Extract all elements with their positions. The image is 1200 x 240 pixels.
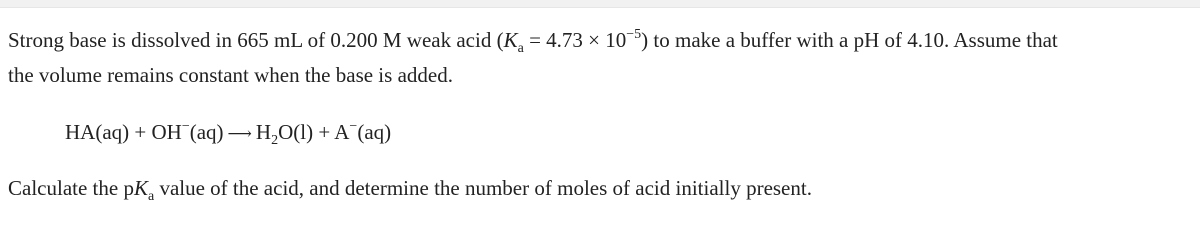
equation-lhs: HA(aq) + OH: [65, 120, 182, 144]
intro-text-2: = 4.73 × 10: [523, 28, 627, 52]
question-text-2: value of the acid, and determine the number of moles of acid initially present.: [154, 176, 812, 200]
water-subscript: 2: [271, 133, 279, 148]
pka-symbol: K: [133, 176, 148, 200]
conjugate-base-charge: −: [349, 119, 358, 134]
top-divider: [0, 0, 1200, 8]
problem-question: [8, 171, 1196, 206]
ka-symbol: K: [503, 28, 518, 52]
reaction-equation: [65, 115, 1200, 151]
hydroxide-charge: −: [181, 119, 190, 134]
problem-intro-line-1: [8, 23, 1196, 58]
question-text-1: Calculate the p: [8, 176, 134, 200]
ka-exponent: −5: [626, 27, 642, 42]
reaction-arrow-icon: ⟶: [227, 124, 252, 143]
equation-lhs-phase: (aq): [189, 120, 224, 144]
intro-text-3: ) to make a buffer with a pH of 4.10. Assume that: [641, 28, 1058, 52]
water-h: H: [255, 120, 272, 144]
intro-text-1: Strong base is dissolved in 665 mL of 0.200 M weak acid (: [8, 28, 504, 52]
equation-rhs-phase: (aq): [357, 120, 392, 144]
equation-rhs: O(l) + A: [278, 120, 350, 144]
problem-intro-line-2: the volume remains constant when the base is added.: [8, 63, 453, 87]
pka-subscript: a: [147, 189, 155, 204]
ka-subscript: a: [517, 41, 524, 56]
